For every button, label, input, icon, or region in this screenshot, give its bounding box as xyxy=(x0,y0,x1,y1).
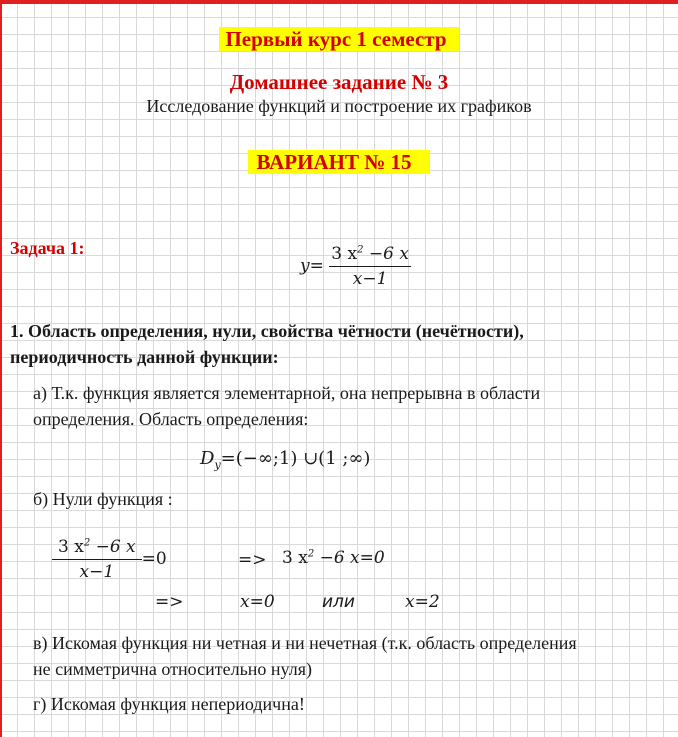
homework-title: Домашнее задание № 3 xyxy=(229,70,449,94)
item-c-line1: в) Искомая функция ни четная и ни нечетная (т.к. область определения xyxy=(33,633,577,653)
item-d: г) Искомая функция непериодична! xyxy=(33,694,305,714)
zeros-rhs: 3 $x^2 -6$ x=0 xyxy=(282,548,385,568)
item-a xyxy=(33,380,540,432)
homework-title-row xyxy=(0,70,678,95)
domain-formula: $D_y=(-\infty;1)$ ∪(1 ;∞) xyxy=(200,448,371,472)
item-a-line2: определения. Область определения: xyxy=(33,409,309,429)
zeros-equation xyxy=(52,537,167,582)
formula-numerator: 3 $x^2 -6$ x xyxy=(329,244,411,267)
zeros-numerator: 3 $x^2 -6$ x xyxy=(52,537,142,560)
or-word: или xyxy=(322,592,355,612)
course-title-row xyxy=(0,27,678,52)
variant-row xyxy=(0,150,678,175)
item-c xyxy=(33,630,577,682)
formula-lhs: y= xyxy=(300,256,324,276)
zeros-denominator: x−1 xyxy=(79,562,115,582)
root-1: x=0 xyxy=(240,592,275,612)
task-label: Задача 1: xyxy=(10,238,85,258)
zeros-fraction xyxy=(52,537,142,582)
variant-title: ВАРИАНТ № 15 xyxy=(248,150,429,174)
zeros-eq0: =0 xyxy=(141,549,167,569)
section1-heading-line2: периодичность данной функции: xyxy=(10,347,279,367)
homework-subtitle: Исследование функций и построение их графиков xyxy=(146,96,532,116)
formula-denominator: x−1 xyxy=(352,269,388,289)
item-b: б) Нули функция : xyxy=(33,489,173,509)
section1-heading xyxy=(10,318,524,370)
task-formula xyxy=(300,244,411,289)
top-accent-bar xyxy=(0,0,678,4)
arrow-1: => xyxy=(238,550,267,570)
formula-fraction xyxy=(329,244,411,289)
item-a-line1: а) Т.к. функция является элементарной, она непрерывна в области xyxy=(33,383,541,403)
item-c-line2: не симметрична относительно нуля) xyxy=(33,659,313,679)
course-title: Первый курс 1 семестр xyxy=(219,27,458,51)
root-2: x=2 xyxy=(405,592,440,612)
arrow-2: => xyxy=(155,592,184,612)
section1-heading-line1: 1. Область определения, нули, свойства чётности (нечётности), xyxy=(10,321,524,341)
